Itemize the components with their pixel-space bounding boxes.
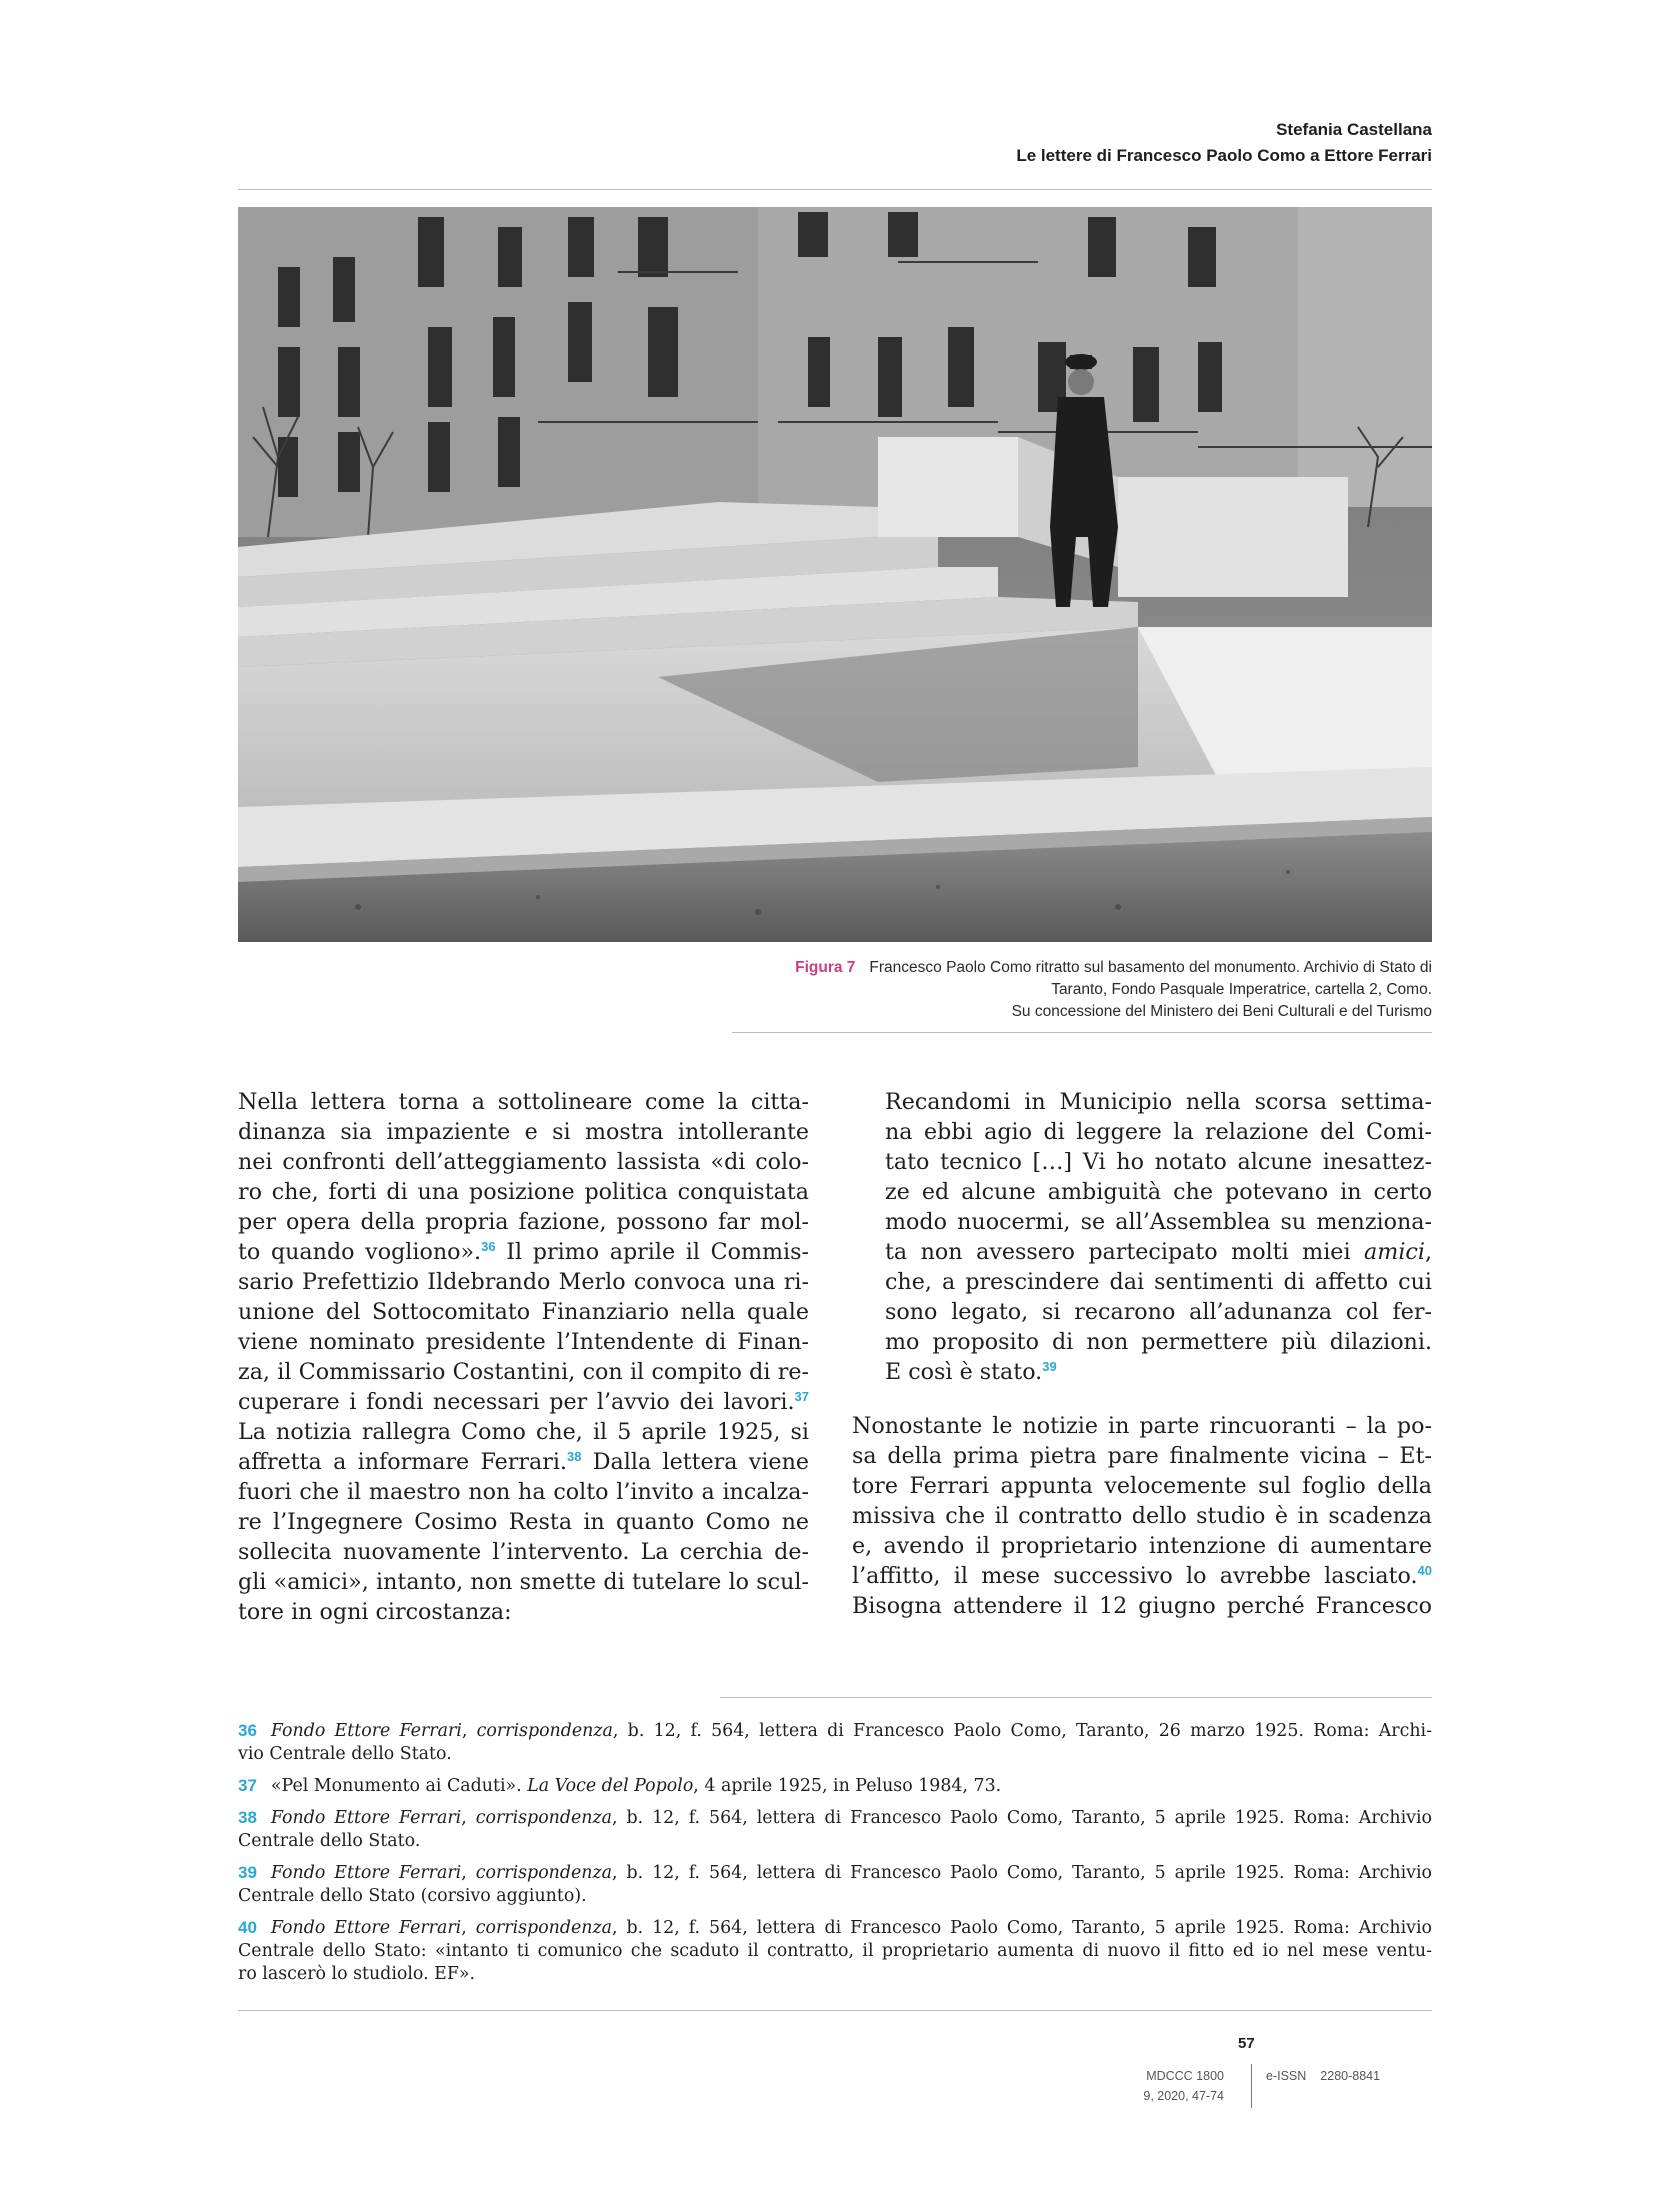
issn-label: e-ISSN <box>1266 2069 1307 2083</box>
footnote-ref-40[interactable]: 40 <box>1417 1563 1432 1578</box>
text-span: «Pel Monumento ai Caduti». <box>270 1776 528 1796</box>
text-line <box>238 1447 809 1477</box>
text-line: ro che, forti di una posizione politica conquistata <box>238 1179 809 1205</box>
text-span: , 4 aprile 1925, in Peluso 1984, 73. <box>693 1776 1002 1796</box>
figure-caption <box>732 957 1432 1023</box>
header-rule <box>238 189 1432 190</box>
text-line: sollecita nuovamente l’intervento. La cerchia de- <box>238 1539 809 1565</box>
body-column-left <box>238 1087 809 1627</box>
quote-line: Recandomi in Municipio nella scorsa settima- <box>885 1089 1432 1115</box>
footnote-number: 39 <box>238 1863 257 1882</box>
footnote-number: 37 <box>238 1776 257 1795</box>
text-line: sario Prefettizio Ildebrando Merlo convoca una ri- <box>238 1269 809 1295</box>
italic-text: corrispondenza <box>475 1808 613 1828</box>
text-line: ro lascerò lo studiolo. EF». <box>238 1964 476 1984</box>
text-line: missiva che il contratto dello studio è in scadenza <box>852 1503 1432 1529</box>
caption-line-1: Francesco Paolo Como ritratto sul basamento del monumento. Archivio di Stato di <box>869 959 1432 976</box>
footnote-ref-38[interactable]: 38 <box>566 1449 582 1464</box>
footnote-ref-36[interactable]: 36 <box>481 1239 496 1254</box>
footnote-39 <box>238 1861 1432 1908</box>
quote-line: sono legato, si recarono all’adunanza col fer- <box>885 1299 1432 1325</box>
text-line: unione del Sottocomitato Finanziario nella quale <box>238 1299 809 1325</box>
text-span: , <box>461 1863 476 1883</box>
monument-photo-illustration <box>238 207 1432 942</box>
text-span: , b. 12, f. 564, lettera di Francesco Paolo Como, Taranto, 5 aprile 1925. Roma: Archivio <box>612 1918 1432 1938</box>
text-line: za, il Commissario Costantini, con il compito di re- <box>238 1359 809 1385</box>
footnote-37 <box>238 1774 1432 1798</box>
text-line: re l’Ingegnere Cosimo Resta in quanto Como ne <box>238 1509 809 1535</box>
page-number: 57 <box>1238 2035 1255 2052</box>
issn-number: 2280-8841 <box>1320 2069 1381 2083</box>
quote-line: na ebbi agio di leggere la relazione del Comi- <box>885 1119 1432 1145</box>
italic-text: corrispondenza <box>475 1918 613 1938</box>
footnote-40 <box>238 1916 1432 1986</box>
caption-line-2: Taranto, Fondo Pasquale Imperatrice, cartella 2, Como. <box>1051 981 1432 998</box>
journal-info <box>1143 2066 1224 2106</box>
text-span: , <box>1424 1239 1432 1265</box>
text-span: E così è stato. <box>885 1359 1043 1385</box>
text-line <box>852 1561 1432 1591</box>
figure-label: Figura 7 <box>795 959 856 976</box>
text-line <box>238 1237 809 1267</box>
text-line: nei confronti dell’atteggiamento lassista «di colo- <box>238 1149 809 1175</box>
footnote-ref-37[interactable]: 37 <box>794 1389 809 1404</box>
quote-line: che, a prescindere dai sentimenti di affetto cui <box>885 1269 1432 1295</box>
footnote-number: 38 <box>238 1808 257 1827</box>
footer-divider <box>1251 2064 1252 2108</box>
caption-rule <box>732 1032 1432 1033</box>
text-span: to quando vogliono». <box>238 1239 482 1265</box>
text-span: , <box>461 1808 476 1828</box>
text-line: La notizia rallegra Como che, il 5 aprile 1925, si <box>238 1419 809 1445</box>
footnote-ref-39[interactable]: 39 <box>1042 1359 1057 1374</box>
text-line: gli «amici», intanto, non smette di tutelare lo scul- <box>238 1569 809 1595</box>
quote-line: mo proposito di non permettere più dilazioni. <box>885 1329 1432 1355</box>
footnotes-rule <box>720 1697 1432 1698</box>
text-line: tore in ogni circostanza: <box>238 1599 512 1625</box>
author-name: Stefania Castellana <box>1276 120 1432 139</box>
text-line: Centrale dello Stato. <box>238 1831 421 1851</box>
text-span: affretta a informare Ferrari. <box>238 1449 567 1475</box>
text-line: Nonostante le notizie in parte rincuoranti – la po- <box>852 1413 1432 1439</box>
italic-text: La Voce del Popolo <box>527 1776 694 1796</box>
text-span: Il primo aprile il Commis- <box>495 1239 810 1265</box>
caption-line-3: Su concessione del Ministero dei Beni Culturali e del Turismo <box>1011 1003 1432 1020</box>
quote-line <box>885 1357 1432 1387</box>
body-column-right <box>852 1087 1432 1621</box>
text-line: Centrale dello Stato (corsivo aggiunto). <box>238 1886 587 1906</box>
text-line: Centrale dello Stato: «intanto ti comunico che scaduto il contratto, il proprietario aumenta di nuovo il fitto ed io nel mese ventu- <box>238 1941 1432 1961</box>
running-head <box>1016 117 1432 169</box>
text-line: Bisogna attendere il 12 giugno perché Francesco <box>852 1593 1432 1619</box>
figure-photograph <box>238 207 1432 942</box>
paragraph <box>852 1411 1432 1621</box>
footnotes <box>238 1719 1432 1994</box>
text-line: per opera della propria fazione, possono far mol- <box>238 1209 809 1235</box>
text-line: sa della prima pietra pare finalmente vicina – Et- <box>852 1443 1432 1469</box>
text-line: vio Centrale dello Stato. <box>238 1744 452 1764</box>
italic-text: corrispondenza <box>475 1863 613 1883</box>
text-span: Dalla lettera viene <box>581 1449 809 1475</box>
italic-text: Fondo Ettore Ferrari <box>270 1863 462 1883</box>
italic-text: Fondo Ettore Ferrari <box>270 1721 462 1741</box>
article-title: Le lettere di Francesco Paolo Como a Ettore Ferrari <box>1016 146 1432 165</box>
text-span: cuperare i fondi necessari per l’avvio dei lavori. <box>238 1389 795 1415</box>
footnote-number: 36 <box>238 1721 257 1740</box>
text-line: fuori che il maestro non ha colto l’invito a incalza- <box>238 1479 809 1505</box>
quote-line: modo nuocermi, se all’Assemblea su menziona- <box>885 1209 1432 1235</box>
block-quote <box>852 1087 1432 1387</box>
quote-line: ze ed alcune ambiguità che potevano in certo <box>885 1179 1432 1205</box>
text-line: Nella lettera torna a sottolineare come la citta- <box>238 1089 809 1115</box>
text-line: e, avendo il proprietario intenzione di aumentare <box>852 1533 1432 1559</box>
journal-name: MDCCC 1800 <box>1146 2069 1224 2083</box>
text-span: , <box>461 1918 476 1938</box>
footnote-number: 40 <box>238 1918 257 1937</box>
text-span: ta non avessero partecipato molti miei <box>885 1239 1365 1265</box>
text-span: l’affitto, il mese successivo lo avrebbe lasciato. <box>852 1563 1418 1589</box>
text-span: , b. 12, f. 564, lettera di Francesco Paolo Como, Taranto, 5 aprile 1925. Roma: Archivio <box>612 1808 1432 1828</box>
text-span: , b. 12, f. 564, lettera di Francesco Paolo Como, Taranto, 26 marzo 1925. Roma: Archi- <box>612 1721 1432 1741</box>
journal-issue: 9, 2020, 47-74 <box>1143 2089 1224 2103</box>
italic-text: Fondo Ettore Ferrari <box>270 1808 462 1828</box>
footnote-36 <box>238 1719 1432 1766</box>
quote-line <box>885 1237 1432 1267</box>
italic-text: amici <box>1364 1239 1425 1265</box>
italic-text: Fondo Ettore Ferrari <box>270 1918 462 1938</box>
quote-line: tato tecnico […] Vi ho notato alcune inesattez- <box>885 1149 1432 1175</box>
issn-info <box>1266 2066 1380 2086</box>
text-span: , <box>461 1721 477 1741</box>
italic-text: corrispondenza <box>476 1721 613 1741</box>
text-line: dinanza sia impaziente e si mostra intollerante <box>238 1119 809 1145</box>
text-line <box>238 1387 809 1417</box>
footer-rule <box>238 2010 1432 2011</box>
text-line: tore Ferrari appunta velocemente sul foglio della <box>852 1473 1432 1499</box>
text-span: , b. 12, f. 564, lettera di Francesco Paolo Como, Taranto, 5 aprile 1925. Roma: Archivio <box>612 1863 1432 1883</box>
text-line: viene nominato presidente l’Intendente di Finan- <box>238 1329 809 1355</box>
footnote-38 <box>238 1806 1432 1853</box>
